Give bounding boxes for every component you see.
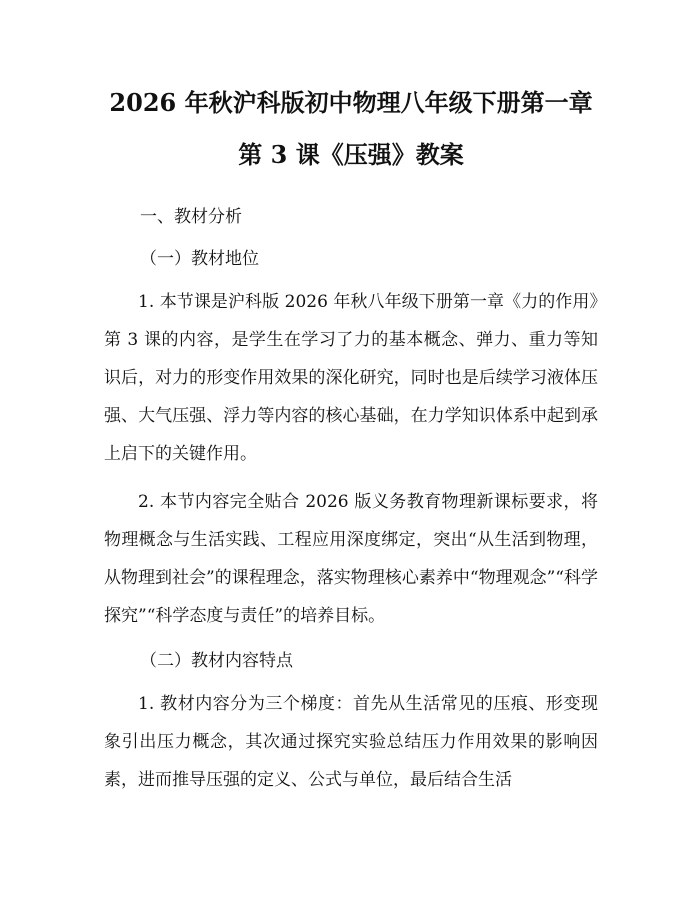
section-heading-textbook-analysis: 一、教材分析 — [140, 207, 242, 227]
paragraph-1: 1. 本节课是沪科版 2026 年秋八年级下册第一章《力的作用》第 3 课的内容，是学生在学习了力的基本概念、弹力、重力等知识后，对力的形变作用效果的深化研究，同时也是后续学习液体压强、大气压强、浮力等内容的核心基础，在力学知识体系中起到承上启下的关键作用。 — [104, 292, 598, 464]
document-title-line-2: 第 3 课《压强》教案 — [238, 140, 464, 169]
subsection-heading-textbook-position: （一）教材地位 — [140, 249, 259, 269]
document-title-line-1: 2026 年秋沪科版初中物理八年级下册第一章 — [109, 88, 593, 117]
subsection-heading-content-features: （二）教材内容特点 — [140, 651, 293, 671]
paragraph-2: 2. 本节内容完全贴合 2026 版义务教育物理新课标要求，将物理概念与生活实践、工程应用深度绑定，突出“从生活到物理，从物理到社会”的课程理念，落实物理核心素养中“物理观念”“科学探究”“科学态度与责任”的培养目标。 — [104, 492, 598, 626]
paragraph-3: 1. 教材内容分为三个梯度：首先从生活常见的压痕、形变现象引出压力概念，其次通过探究实验总结压力作用效果的影响因素，进而推导压强的定义、公式与单位，最后结合生活 — [104, 694, 598, 790]
